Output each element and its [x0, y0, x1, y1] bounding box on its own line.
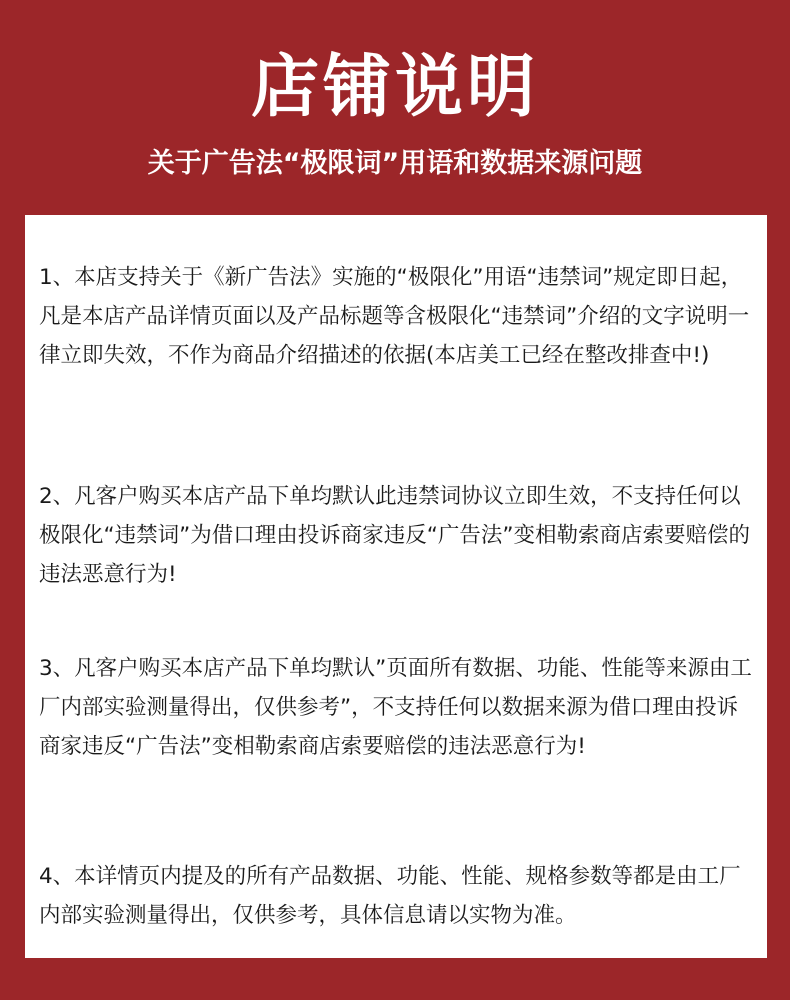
page-title: 店铺说明: [250, 48, 539, 127]
notice-panel: [25, 215, 767, 958]
notice-paragraph-4: 4、本详情页内提及的所有产品数据、功能、性能、规格参数等都是由工厂内部实验测量得出，仅供参考，具体信息请以实物为准。: [39, 864, 741, 928]
page-subtitle: 关于广告法“极限词”用语和数据来源问题: [147, 148, 643, 179]
notice-paragraph-2: 2、凡客户购买本店产品下单均默认此违禁词协议立即生效，不支持任何以极限化“违禁词”为借口理由投诉商家违反“广告法”变相勒索商店索要赔偿的违法恶意行为!: [39, 484, 751, 587]
notice-paragraph-3: 3、凡客户购买本店产品下单均默认”页面所有数据、功能、性能等来源由工厂内部实验测量得出，仅供参考”，不支持任何以数据来源为借口理由投诉商家违反“广告法”变相勒索商店索要赔偿的违法恶意行为!: [39, 656, 752, 759]
notice-paragraph-1: 1、本店支持关于《新广告法》实施的“极限化”用语“违禁词”规定即日起，凡是本店产品详情页面以及产品标题等含极限化“违禁词”介绍的文字说明一律立即失效，不作为商品介绍描述的依据(本店美工已经在整改排查中!): [39, 265, 750, 368]
